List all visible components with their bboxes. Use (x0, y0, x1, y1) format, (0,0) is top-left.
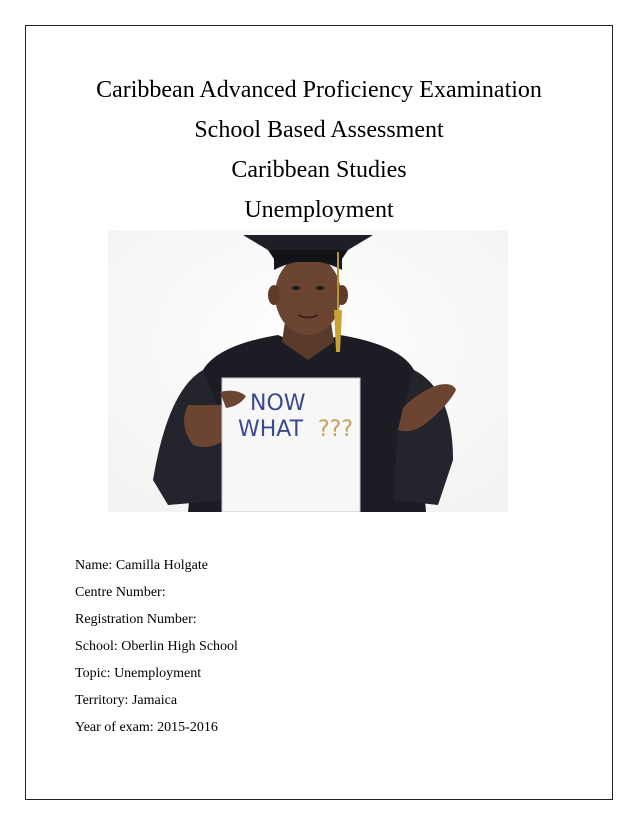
subject-title: Caribbean Studies (231, 157, 407, 183)
topic-title: Unemployment (244, 197, 394, 223)
centre-number: Centre Number: (75, 585, 166, 600)
year-of-exam: Year of exam: 2015-2016 (75, 720, 218, 735)
territory: Territory: Jamaica (75, 693, 178, 708)
school-name: School: Oberlin High School (75, 639, 238, 654)
student-name: Name: Camilla Holgate (75, 558, 208, 573)
sign-text-now: NOW (250, 391, 306, 416)
cover-title-block (25, 70, 613, 230)
exam-title: Caribbean Advanced Proficiency Examination (96, 77, 542, 103)
sign-question-marks: ??? (318, 417, 354, 442)
topic: Topic: Unemployment (75, 666, 202, 681)
registration-number: Registration Number: (75, 612, 197, 627)
graduate-holding-sign-photo (108, 230, 508, 512)
student-details (75, 552, 238, 741)
sign-text-what: WHAT (238, 417, 304, 442)
assessment-title: School Based Assessment (194, 117, 444, 143)
